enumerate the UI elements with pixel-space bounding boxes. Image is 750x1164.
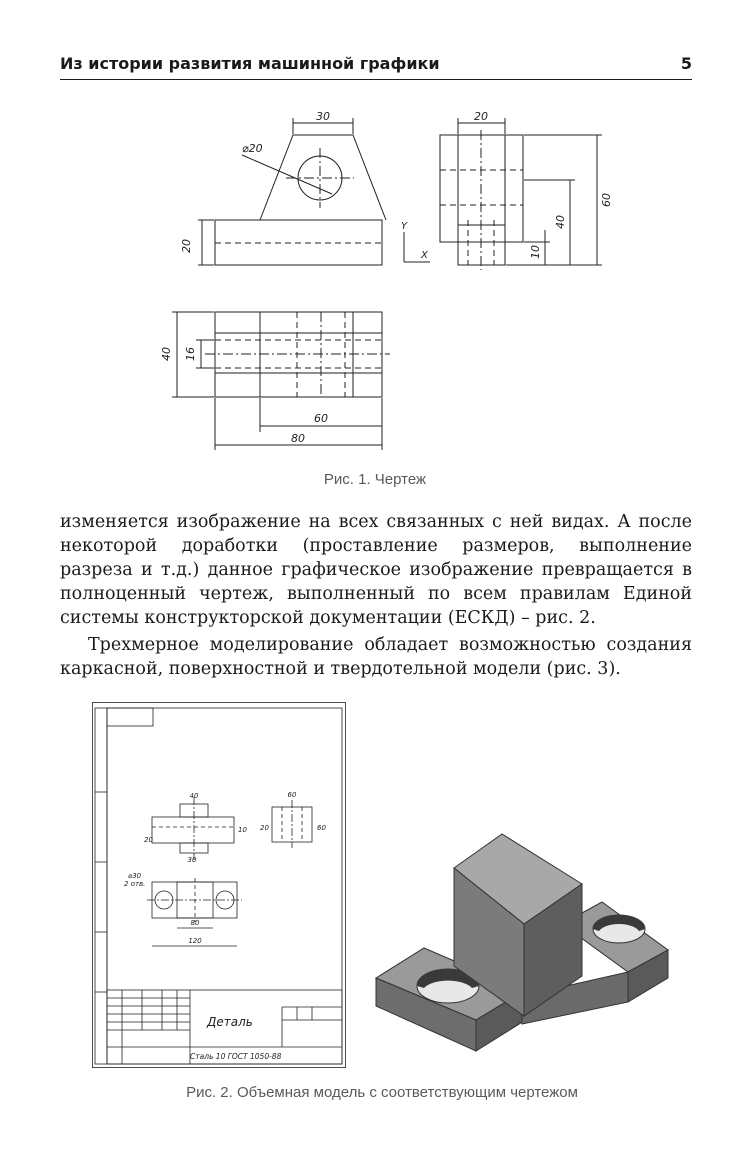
running-header [60, 54, 692, 76]
drawing-dim-80: 80 [190, 919, 200, 927]
drawing-dim-30: 30 [187, 856, 197, 864]
paragraph-2: Трехмерное моделирование обладает возможностью создания каркасной, поверхностной и твердотельной модели (рис. 3). [60, 635, 692, 679]
dim-hole: ⌀20 [242, 142, 263, 155]
figure1-drawing [150, 100, 620, 460]
dim-plan-60: 60 [314, 412, 328, 425]
dim-plan-80: 80 [291, 432, 305, 445]
drawing-dim-60a: 60 [287, 791, 297, 799]
figure2-caption: Рис. 2. Объемная модель с соответствующим чертежом [186, 1084, 578, 1101]
drawing-hole-dim: ⌀30 [128, 872, 142, 880]
dim-side-60: 60 [600, 193, 613, 207]
figure2-3d-model [372, 826, 674, 1056]
drawing-dim-120: 120 [188, 937, 202, 945]
page-number: 5 [680, 54, 692, 73]
axis-y-label: Y [401, 221, 408, 232]
drawing-dim-20a: 20 [144, 836, 153, 844]
header-divider [60, 79, 692, 80]
front-view [198, 118, 430, 265]
side-view [440, 118, 602, 270]
title-block-part-name: Деталь [207, 1015, 253, 1029]
paragraph-1: изменяется изображение на всех связанных с ней видах. А после некоторой доработки (проставление размеров, выполнение разреза и т.д.) данное графическое изображение превращается в полноценный чертеж, выполненный по всем правилам Единой системы конструкторской документации (ЕСКД) – рис. 2. [60, 512, 692, 628]
title-block-material: Сталь 10 ГОСТ 1050-88 [190, 1052, 282, 1061]
drawing-dim-10: 10 [238, 826, 247, 834]
dim-side-40: 40 [554, 215, 567, 229]
dim-plan-40: 40 [160, 347, 173, 361]
drawing-dim-40: 40 [189, 792, 199, 800]
body-text [60, 510, 692, 681]
drawing-dim-20b: 20 [260, 824, 269, 832]
dim-30: 30 [316, 110, 330, 123]
plan-view [172, 312, 390, 450]
dim-base-20: 20 [180, 239, 193, 253]
dim-plan-16: 16 [184, 347, 197, 361]
drawing-holes-note: 2 отв. [124, 880, 146, 888]
figure1-caption: Рис. 1. Чертеж [323, 471, 427, 488]
drawing-dim-60b: 60 [317, 824, 326, 832]
dim-side-20: 20 [474, 110, 488, 123]
dim-side-10: 10 [529, 245, 542, 259]
axis-x-label: X [421, 250, 428, 261]
header-title: Из истории развития машинной графики [60, 54, 440, 73]
figure2-drawing-sheet [92, 702, 346, 1068]
